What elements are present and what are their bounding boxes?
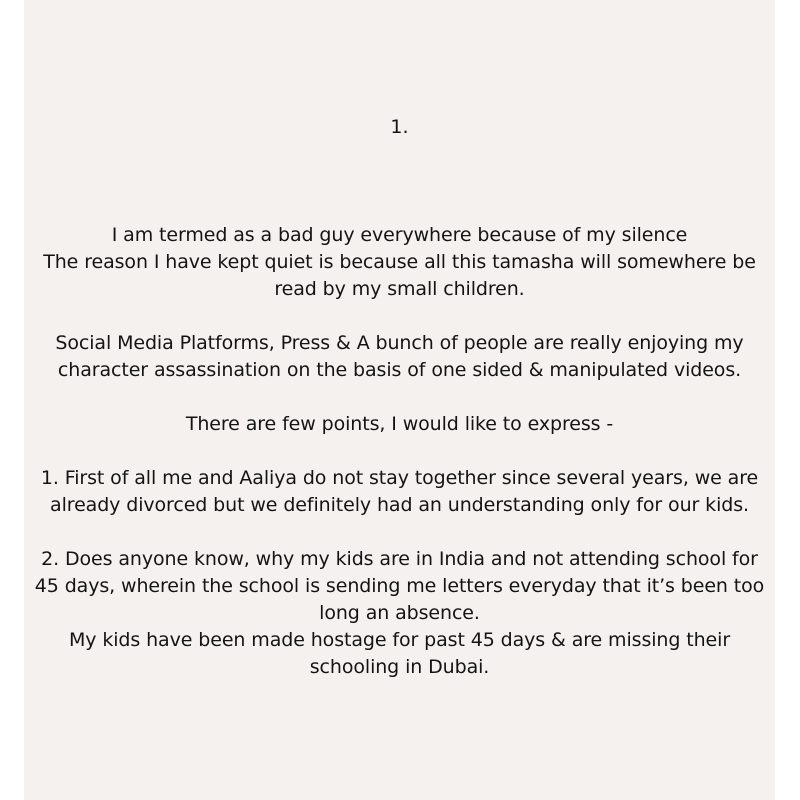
text-line: The reason I have kept quiet is because all this tamasha will somewhere be [43,251,756,273]
paragraph-silence [24,222,775,303]
text-line: My kids have been made hostage for past 45 days & are missing their [68,629,731,651]
text-line: read by my small children. [274,278,525,300]
text-line: 1. First of all me and Aaliya do not stay together since several years, we are [40,467,759,489]
statement-page [24,0,775,800]
statement-body [24,222,775,681]
text-line: Social Media Platforms, Press & A bunch of people are really enjoying my [55,332,744,354]
paragraph-kids-hostage [24,627,775,681]
text-line: long an absence. [319,602,480,624]
paragraph-points-intro [24,411,775,438]
text-line: schooling in Dubai. [309,656,490,678]
page-number: 1. [390,116,409,138]
paragraph-character-assassination [24,330,775,384]
text-line: I am termed as a bad guy everywhere because of my silence [111,224,688,246]
text-line: 45 days, wherein the school is sending me letters everyday that it’s been too [34,575,765,597]
text-line: There are few points, I would like to express - [185,413,614,435]
text-line: character assassination on the basis of one sided & manipulated videos. [57,359,742,381]
paragraph-point-1 [24,465,775,519]
text-line: 2. Does anyone know, why my kids are in India and not attending school for [41,548,758,570]
text-line: already divorced but we definitely had an understanding only for our kids. [50,494,749,516]
paragraph-point-2 [24,546,775,627]
